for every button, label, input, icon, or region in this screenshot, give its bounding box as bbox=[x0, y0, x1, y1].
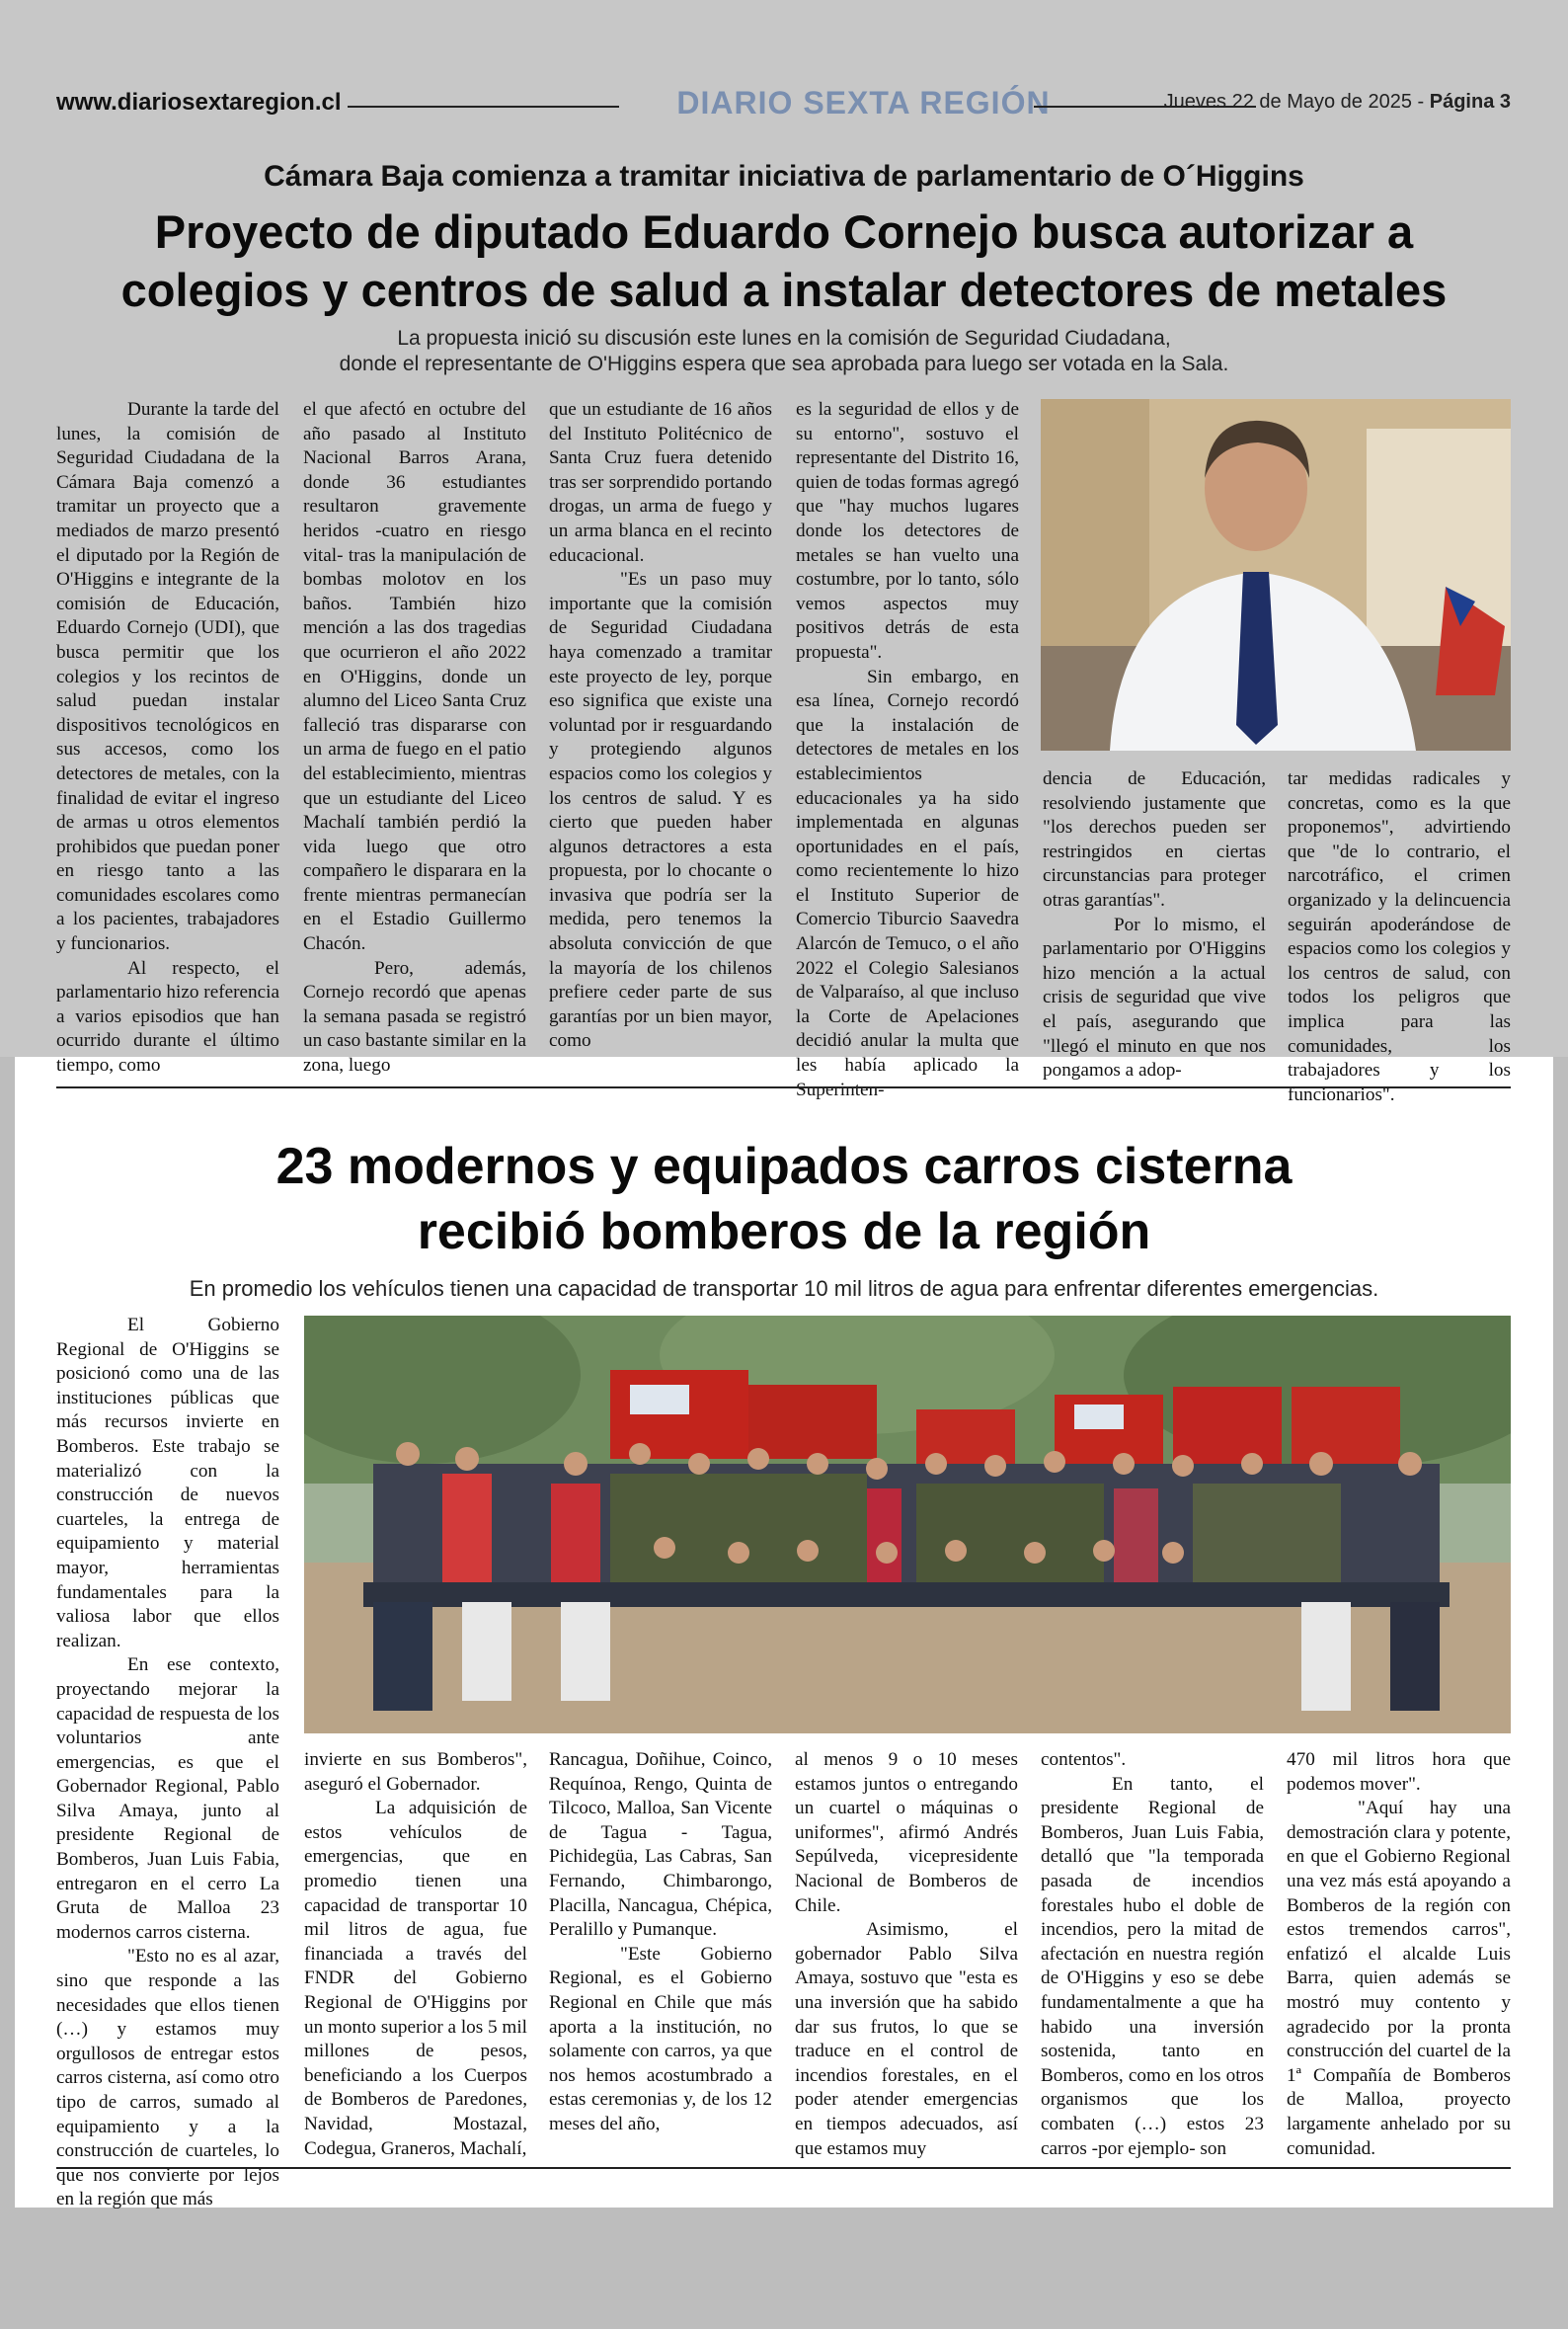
paragraph: "Esto no es al azar, sino que responde a las necesidades que ellos tienen (…) y estamos muy orgullosos de entregar estos carros cisterna, así como otro tipo de carros, sumado al equipamiento y a la construcción de cuarteles, lo que nos convierte por lejos en la región que más bbox=[56, 1946, 279, 2210]
date-text: Jueves 22 de Mayo de 2025 - bbox=[1163, 91, 1430, 113]
paragraph: el que afectó en octubre del año pasado al Instituto Nacional Barros Arana, donde 36 estudiantes resultaron gravemente heridos -cuatro en riesgo vital- tras la manipulación de bombas molotov en los baños. También hizo mención a las dos tragedias que ocurrieron el año 2022 en O'Higgins, donde un alumno del Liceo Santa Cruz falleció tras dispararse con un arma de fuego en el patio del establecimiento, mientras que un estudiante del Liceo Machalí también perdió la vida luego que otro compañero le disparara en la frente mientras permanecían en el Estadio Guillermo Chacón. bbox=[303, 399, 526, 955]
paragraph: Por lo mismo, el parlamentario por O'Higgins hizo mención a la actual crisis de seguridad que vive el país, asegurando que "llegó el minuto en que nos pongamos a adop- bbox=[1043, 914, 1266, 1082]
paragraph: En tanto, el presidente Regional de Bomberos, Juan Luis Fabia, detalló que "la temporada pasada de incendios forestales hubo el doble de incendios, pero la mitad de afectación en nuestra región de O'Higgins y eso se debe fundamentalmente a que ha habido una inversión sostenida, tanto en Bomberos, como en los otros organismos que los combaten (…) estos 23 carros -por ejemplo- son bbox=[1041, 1773, 1264, 2159]
article1-kicker: Cámara Baja comienza a tramitar iniciativa de parlamentario de O´Higgins bbox=[264, 160, 1304, 193]
paragraph: dencia de Educación, resolviendo justamente que "los derechos pueden ser restringidos en ciertas circunstancias para proteger otras garantías". bbox=[1043, 768, 1266, 911]
bottom-rule bbox=[56, 2167, 1511, 2169]
paragraph: La adquisición de estos vehículos de emergencias, que en promedio tienen una capacidad de transportar 10 mil litros de agua, fue financiada a través del FNDR del Gobierno Regional de O'Higgins por un monto superior a los 5 mil millones de pesos, beneficiando a los Cuerpos de Bomberos de Paredones, Navidad, Mostazal, Codegua, Graneros, Machalí, bbox=[304, 1798, 527, 2159]
paragraph: 470 mil litros hora que podemos mover". bbox=[1287, 1749, 1511, 1795]
article-separator bbox=[56, 1086, 1511, 1088]
paragraph: "Es un paso muy importante que la comisión de Seguridad Ciudadana haya comenzado a tramitar este proyecto de ley, porque eso significa que existe una voluntad por ir resguardando y protegiendo algunos espacios como los colegios y los centros de salud. Y es cierto que pueden haber algunos detractores a esta propuesta, por lo chocante o invasiva que podría ser la medida, pero tenemos la absoluta convicción de que la mayoría de los chilenos prefiere ceder parte de sus garantías por un bien mayor, como bbox=[549, 569, 772, 1052]
article2-deck: En promedio los vehículos tienen una capacidad de transportar 10 mil litros de agua para enfrentar diferentes emergencias. bbox=[189, 1276, 1379, 1301]
site-url[interactable]: www.diariosextaregion.cl bbox=[56, 89, 342, 116]
article2-headline-line2: recibió bomberos de la región bbox=[417, 1203, 1151, 1260]
paragraph: Rancagua, Doñihue, Coinco, Requínoa, Rengo, Quinta de Tilcoco, Malloa, San Vicente de Tagua - Tagua, Pichidegüa, Las Cabras, San Fernando, Chimbarongo, Placilla, Nancagua, Chépica, Peralillo y Pumanque. bbox=[549, 1749, 772, 1941]
paragraph: invierte en sus Bomberos", aseguró el Gobernador. bbox=[304, 1749, 527, 1795]
article1-column-2 bbox=[303, 398, 526, 1079]
article1-column-6 bbox=[1288, 767, 1511, 1107]
article2-headline-line1: 23 modernos y equipados carros cisterna bbox=[275, 1138, 1293, 1195]
paragraph: Durante la tarde del lunes, la comisión de Seguridad Ciudadana de la Cámara Baja comenzó a tramitar un proyecto que a mediados de marzo presentó el diputado por la Región de O'Higgins e integrante de la comisión de Educación, Eduardo Cornejo (UDI), que busca permitir que los colegios y los recintos de salud puedan instalar dispositivos tecnológicos en sus accesos, como los detectores de metales, con la finalidad de evitar el ingreso de armas u otros elementos prohibidos que puedan poner en riesgo tanto a las comunidades escolares como a los pacientes, trabajadores y funcionarios. bbox=[56, 399, 279, 955]
article1-headline-line2: colegios y centros de salud a instalar detectores de metales bbox=[120, 264, 1448, 316]
article2-headline bbox=[39, 1134, 1529, 1264]
article2-column-4 bbox=[795, 1748, 1018, 2161]
article2-column-6 bbox=[1287, 1748, 1511, 2161]
paragraph: El Gobierno Regional de O'Higgins se posicionó como una de las instituciones públicas que más recursos invierte en Bomberos. Este trabajo se materializó con la construcción de nuevos cuarteles, la entrega de equipamiento y material mayor, herramientas fundamentales para la valiosa labor que ellos realizan. bbox=[56, 1315, 279, 1651]
page-number: Página 3 bbox=[1429, 91, 1511, 113]
paragraph: que un estudiante de 16 años del Instituto Politécnico de Santa Cruz fuera detenido tras ser sorprendido portando drogas, un arma de fuego y un arma blanca en el recinto educacional. bbox=[549, 399, 772, 566]
paragraph: Sin embargo, en esa línea, Cornejo recordó que la instalación de detectores de metales en los establecimientos educacionales ya ha sido implementada en algunas oportunidades en el país, como recientemente lo hizo el Instituto Superior de Comercio Tiburcio Saavedra Alarcón de Temuco, o el año 2022 el Colegio Salesianos de Valparaíso, al que incluso la Corte de Apelaciones decidió anular la multa que les había aplicado la Superinten- bbox=[796, 666, 1019, 1100]
paragraph: contentos". bbox=[1041, 1749, 1127, 1770]
article1-deck-line1: La propuesta inició su discusión este lunes en la comisión de Seguridad Ciudadana, bbox=[397, 327, 1171, 350]
article2-column-1 bbox=[56, 1314, 279, 2212]
article1-column-4 bbox=[796, 398, 1019, 1102]
paragraph: "Aquí hay una demostración clara y potente, en que el Gobierno Regional una vez más está apoyando a Bomberos de la región con estos tremendos carros", enfatizó el alcalde Luis Barra, quien además se mostró muy contento y agradecido por la pronta construcción del cuartel de la 1ª Compañía de Bomberos de Malloa, proyecto largamente anhelado por su comunidad. bbox=[1287, 1798, 1511, 2159]
article1-column-3 bbox=[549, 398, 772, 1054]
paragraph: al menos 9 o 10 meses estamos juntos o entregando un cuartel o máquinas o uniformes", afirmó Andrés Sepúlveda, vicepresidente Nacional de Bomberos de Chile. bbox=[795, 1749, 1018, 1916]
newspaper-name: DIARIO SEXTA REGIÓN bbox=[676, 85, 1051, 120]
paragraph: "Este Gobierno Regional, es el Gobierno Regional en Chile que más aporta a la institución, no solamente con carros, ya que nos hemos acostumbrado a estas ceremonias y, de los 12 meses del año, bbox=[549, 1943, 772, 2134]
article2-column-3 bbox=[549, 1748, 772, 2137]
article2-column-2 bbox=[304, 1748, 527, 2161]
paragraph: Al respecto, el parlamentario hizo referencia a varios episodios que han ocurrido durante el último tiempo, como bbox=[56, 957, 279, 1077]
paragraph: Asimismo, el gobernador Pablo Silva Amaya, sostuvo que "esta es una inversión que ha sabido dar sus frutos, lo que se traduce en el control de incendios forestales, en el poder atender emergencias en tiempos adecuados, así que estamos muy bbox=[795, 1919, 1018, 2159]
article2-column-5 bbox=[1041, 1748, 1264, 2161]
article1-headline-line1: Proyecto de diputado Eduardo Cornejo busca autorizar a bbox=[154, 205, 1414, 258]
article1-column-5 bbox=[1043, 767, 1266, 1084]
paragraph: En ese contexto, proyectando mejorar la capacidad de respuesta de los voluntarios ante emergencias, es que el Gobernador Regional, Pablo Silva Amaya, junto al presidente Regional de Bomberos, Juan Luis Fabia, entregaron en el cerro La Gruta de Malloa 23 modernos carros cisterna. bbox=[56, 1654, 279, 1943]
portrait-illustration bbox=[1041, 399, 1511, 751]
issue-date bbox=[1164, 91, 1511, 114]
paragraph: es la seguridad de ellos y de su entorno", sostuvo el representante del Distrito 16, quien de todas formas agregó que "hay muchos lugares donde los detectores de metales se han vuelto una costumbre, por lo tanto, sólo vemos aspectos muy positivos detrás de esta propuesta". bbox=[796, 399, 1019, 663]
paragraph: tar medidas radicales y concretas, como es la que proponemos", advirtiendo que "de lo contrario, el narcotráfico, el crimen organizado y la delincuencia seguirán apoderándose de espacios como los colegios y los centros de salud, con todos los peligros que implica para las comunidades, los trabajadores y los funcionarios". bbox=[1288, 768, 1511, 1105]
article1-headline bbox=[39, 202, 1529, 319]
paragraph: Pero, además, Cornejo recordó que apenas la semana pasada se registró un caso bastante similar en la zona, luego bbox=[303, 957, 526, 1077]
article1-column-1 bbox=[56, 398, 279, 1079]
article1-deck bbox=[0, 326, 1568, 377]
portrait-photo bbox=[1041, 399, 1511, 751]
firefighters-group-photo bbox=[304, 1316, 1511, 1733]
group-photo-illustration bbox=[304, 1316, 1511, 1733]
header-rule-left bbox=[348, 106, 619, 108]
page-header bbox=[56, 85, 1511, 124]
article1-deck-line2: donde el representante de O'Higgins espera que sea aprobada para luego ser votada en la Sala. bbox=[339, 353, 1229, 375]
